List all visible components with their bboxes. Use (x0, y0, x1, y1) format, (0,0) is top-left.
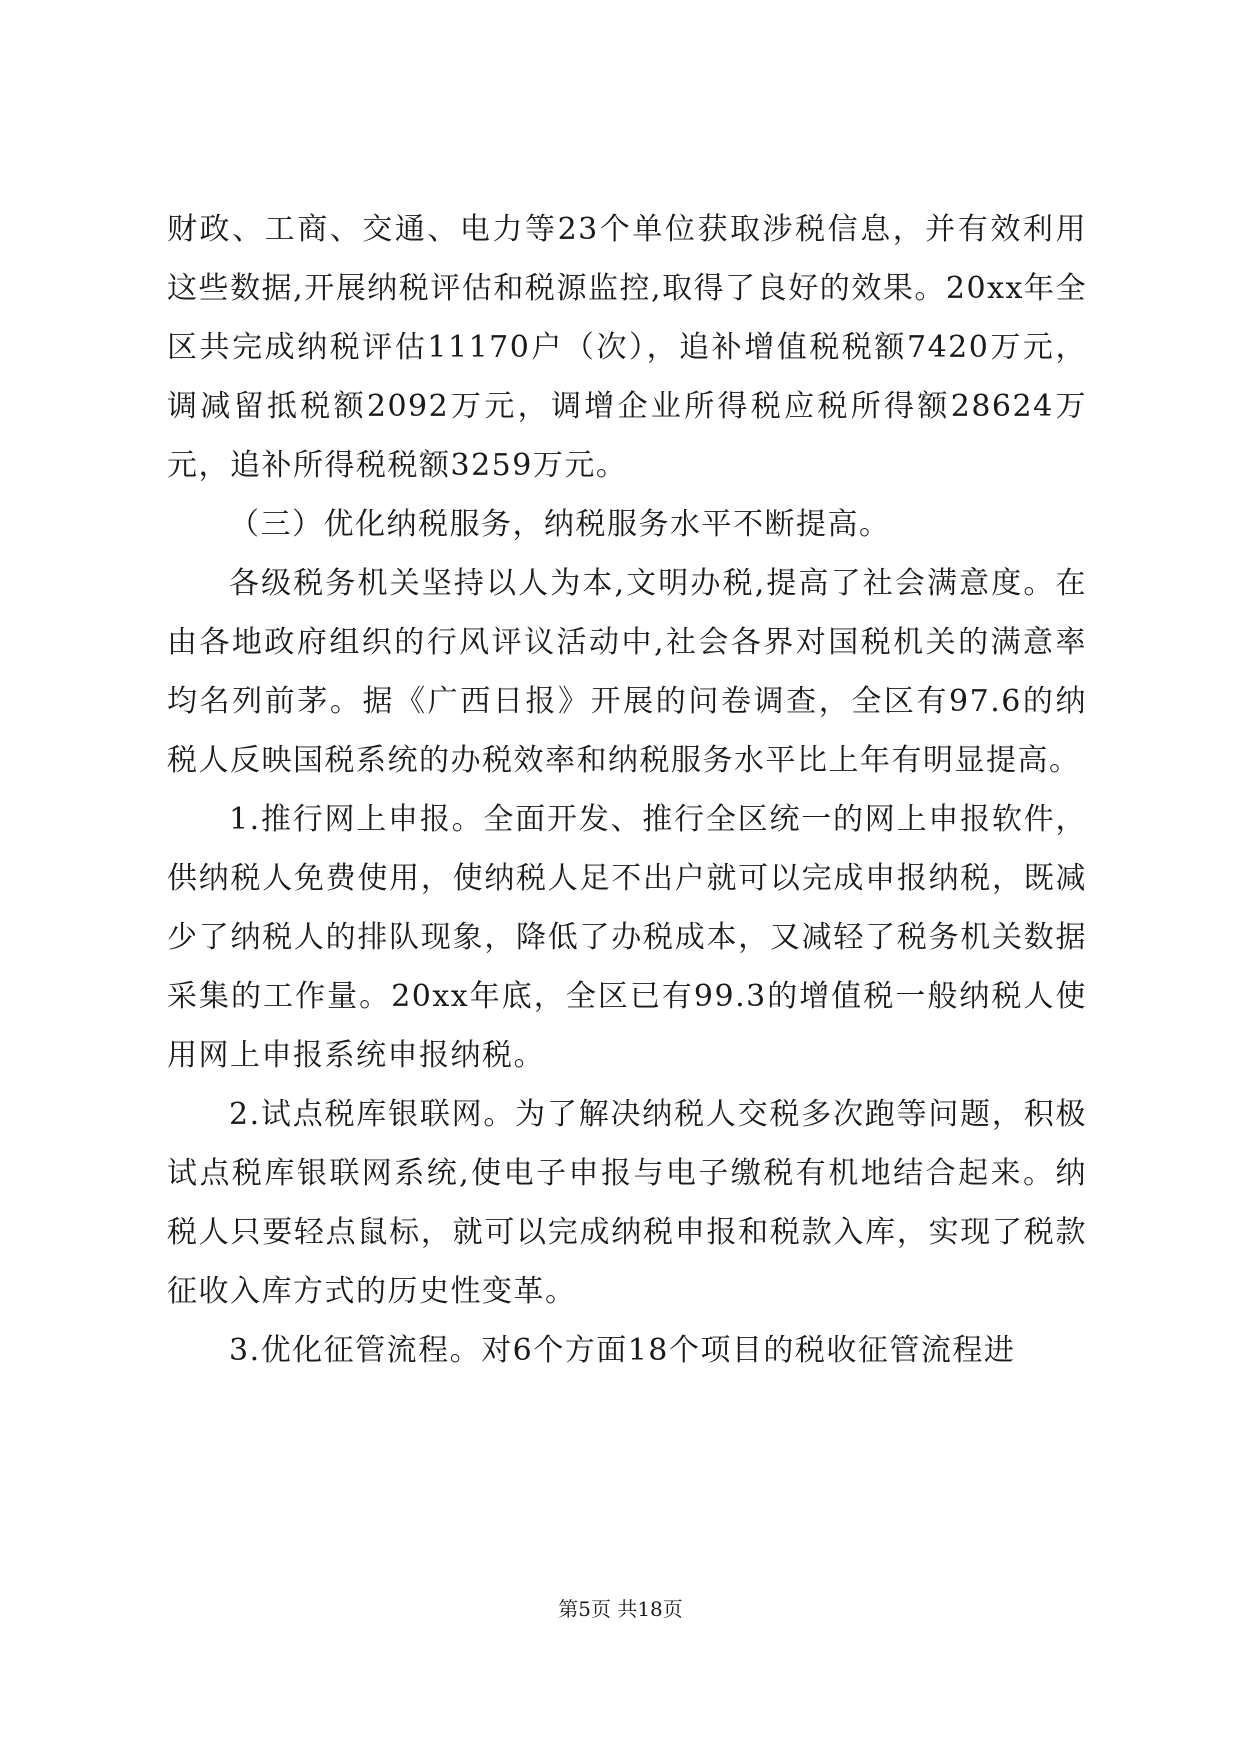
list-item: 2.试点税库银联网。为了解决纳税人交税多次跑等问题，积极试点税库银联网系统,使电子申报与电子缴税有机地结合起来。纳税人只要轻点鼠标，就可以完成纳税申报和税款入库，实现了税款征收入库方式的历史性变革。 (167, 1097, 1087, 1309)
section-heading: （三）优化纳税服务，纳税服务水平不断提高。 (229, 507, 891, 542)
page-number-footer: 第5页 共18页 (558, 1597, 683, 1621)
list-item: 1.推行网上申报。全面开发、推行全区统一的网上申报软件，供纳税人免费使用，使纳税人足不出户就可以完成申报纳税，既减少了纳税人的排队现象，降低了办税成本，又减轻了税务机关数据采集的工作量。20xx年底，全区已有99.3的增值税一般纳税人使用网上申报系统申报纳税。 (167, 802, 1087, 1073)
paragraph: 各级税务机关坚持以人为本,文明办税,提高了社会满意度。在由各地政府组织的行风评议活动中,社会各界对国税机关的满意率均名列前茅。据《广西日报》开展的问卷调查，全区有97.6的纳税人反映国税系统的办税效率和纳税服务水平比上年有明显提高。 (167, 566, 1087, 778)
list-item: 3.优化征管流程。对6个方面18个项目的税收征管流程进 (229, 1333, 1016, 1368)
document-body (167, 200, 1087, 1380)
paragraph-continued: 财政、工商、交通、电力等23个单位获取涉税信息，并有效利用这些数据,开展纳税评估和税源监控,取得了良好的效果。20xx年全区共完成纳税评估11170户（次），追补增值税税额7420万元，调减留抵税额2092万元，调增企业所得税应税所得额28624万元，追补所得税税额3259万元。 (167, 212, 1087, 483)
